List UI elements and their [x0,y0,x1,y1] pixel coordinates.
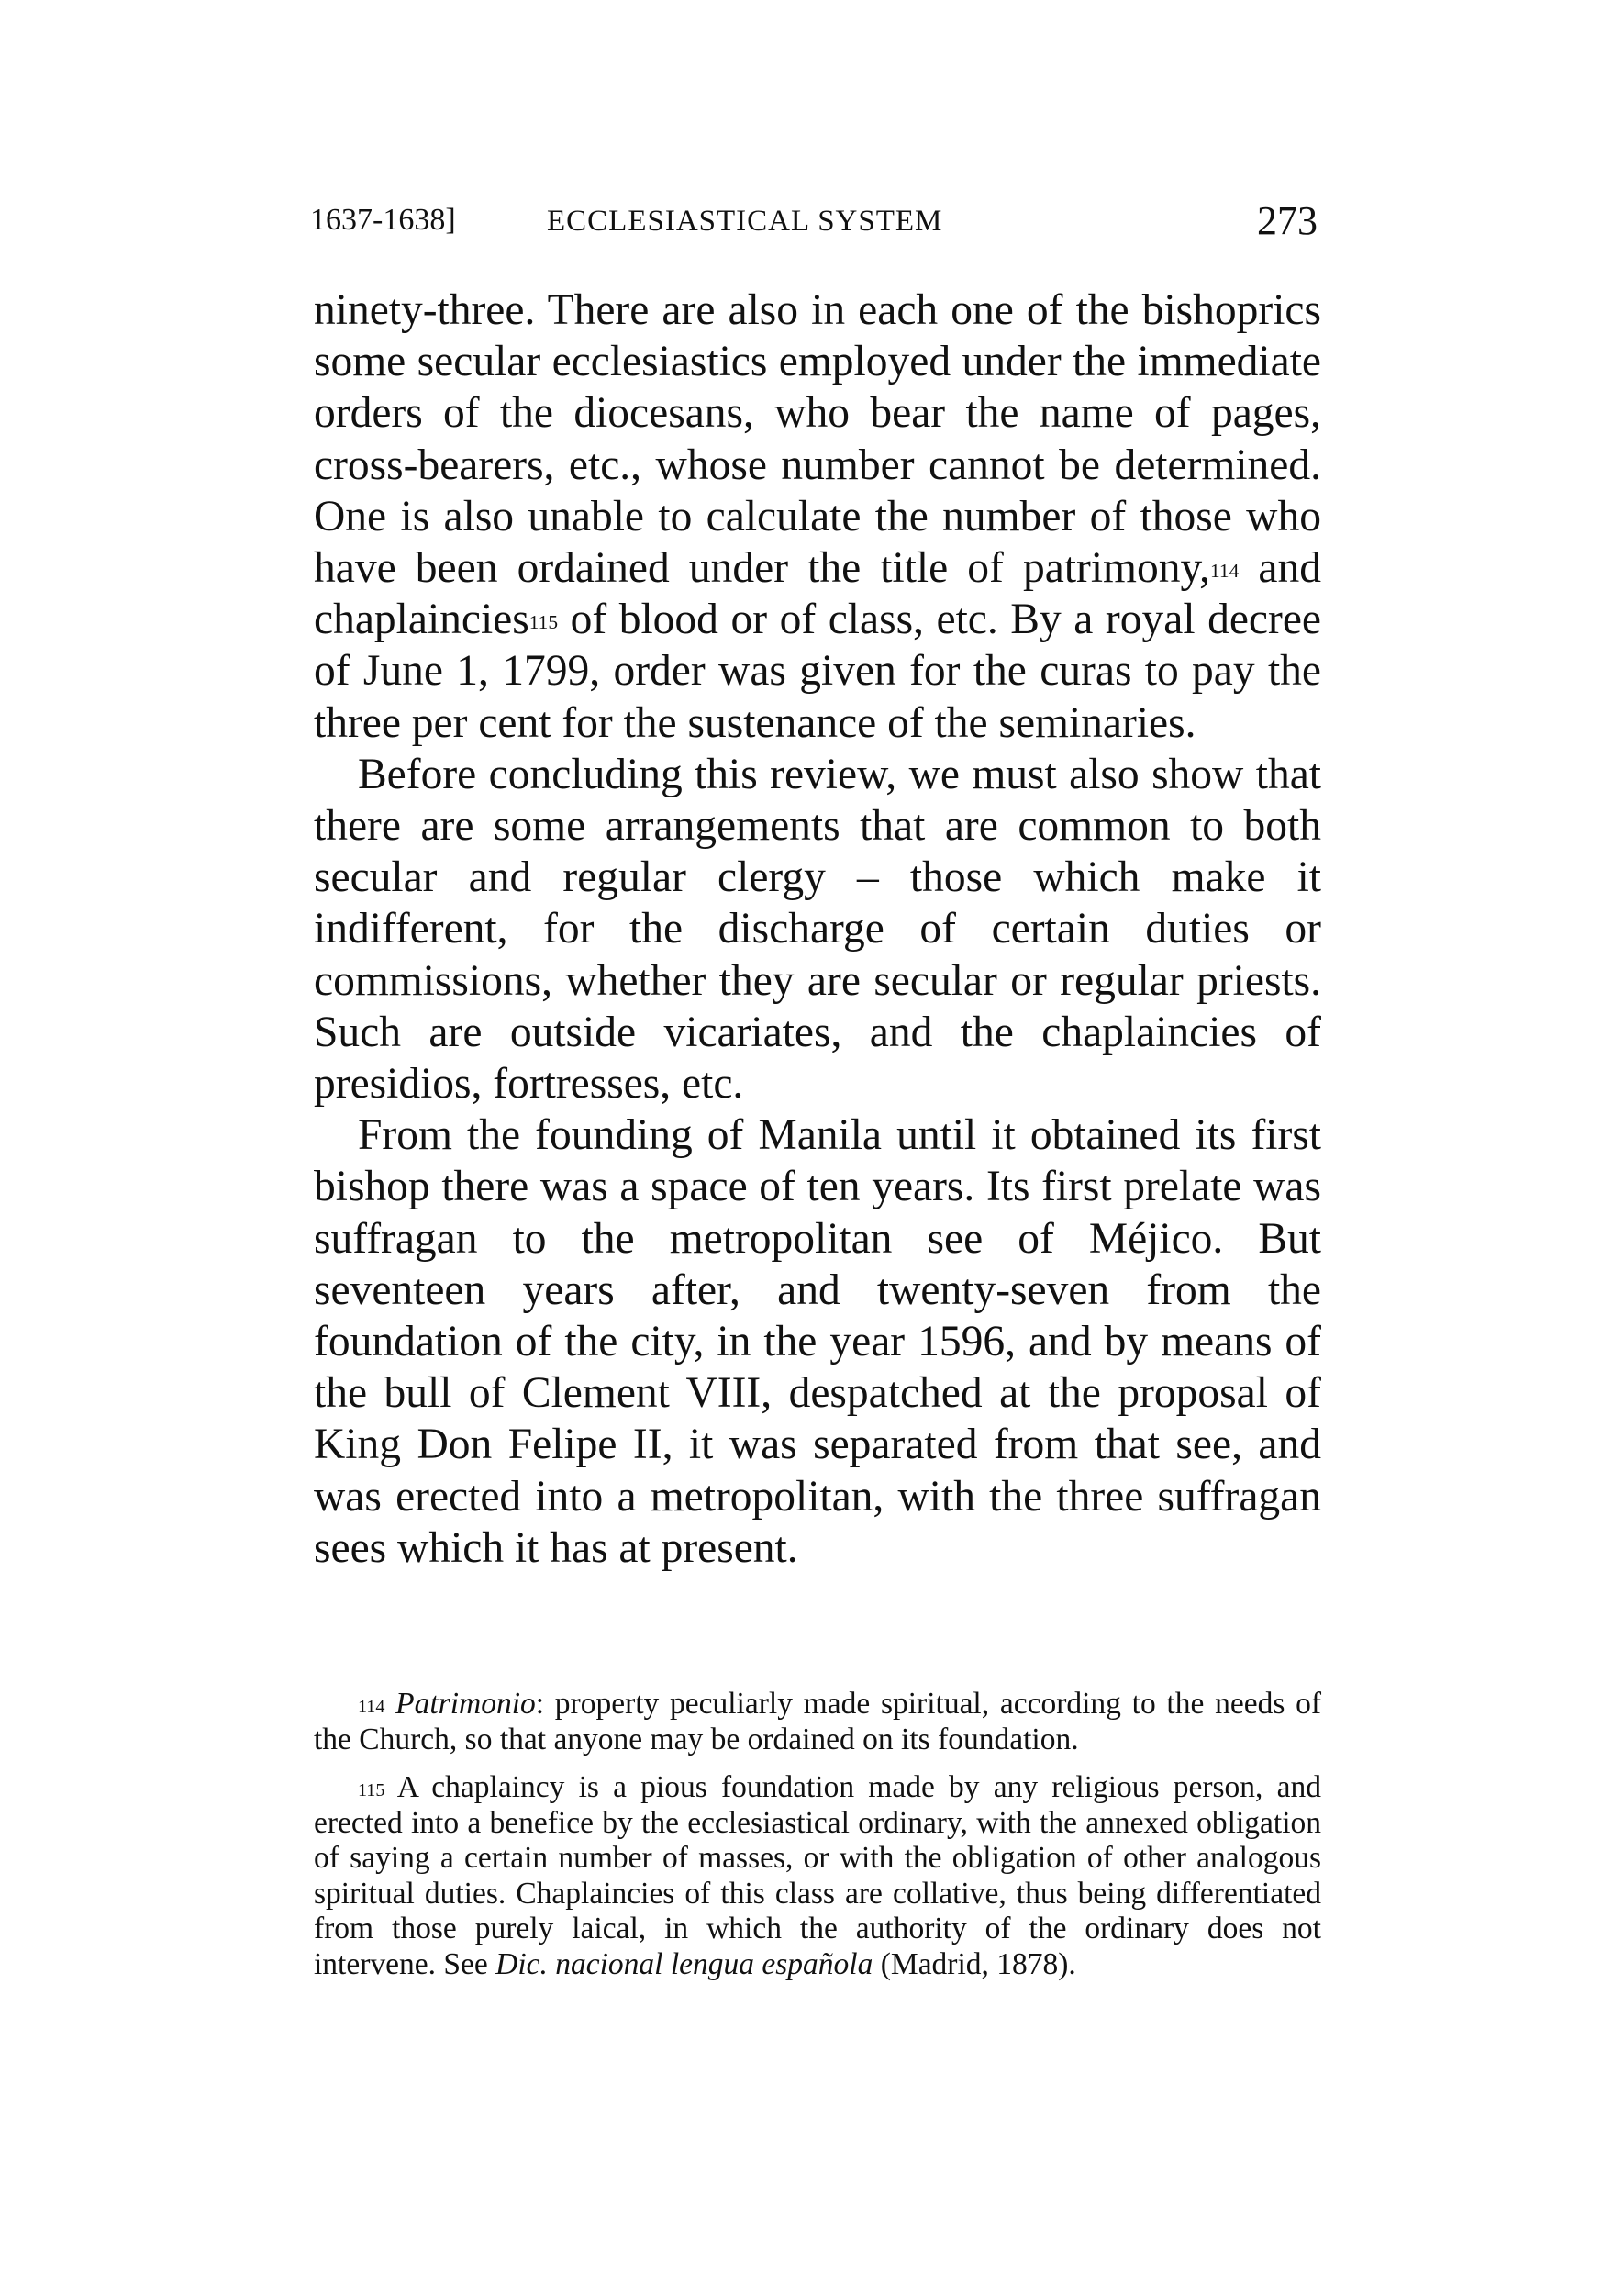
footnote-ref-115: 115 [528,611,558,634]
paragraph-1 [314,284,1321,749]
footnote-number: 114 [358,1697,385,1717]
paragraph-1-part-1: ninety-three. There are also in each one of the bishoprics some secular ecclesiastics employed under the immediate orders of the diocesans, who bear the name of pages, cross-bearers, etc., whose number cannot be determined. One is also unable to calculate the number of those who have been ordained under the title of patrimony, [314,286,1321,593]
footnote-term: Patrimonio [395,1687,536,1721]
header-title: ECCLESIASTICAL SYSTEM [547,205,943,238]
main-text [314,284,1321,1574]
paragraph-1-part-3: of blood or of class, etc. By a royal decree of June 1, 1799, order was given for the curas to pay the three per cent for the sustenance of the seminaries. [314,596,1321,747]
header-date-range: 1637-1638] [310,203,456,237]
footnote-114 [314,1687,1321,1757]
footnote-115 [314,1770,1321,1982]
footnote-text: A chaplaincy is a pious foundation made by any religious person, and erected into a benefice by the ecclesiastical ordinary, with the annexed obligation of saying a certain number of masses, or with the obligation of other analogous spiritual duties. Chaplaincies of this class are collative, thus being differentiated from those purely laical, in which the authority of the ordinary does not intervene. See [314,1770,1321,1981]
footnote-source-title: Dic. nacional lengua española [495,1946,873,1981]
footnotes [314,1687,1321,1995]
paragraph-1-part-2: and chaplaincies [314,544,1321,644]
paragraph-2: Before concluding this review, we must also show that there are some arrangements that are common to both secular and regular clergy – those which make it indifferent, for the discharge of certain duties or commissions, whether they are secular or regular priests. Such are outside vicariates, and the chaplaincies of presidios, fortresses, etc. [314,750,1321,1109]
footnote-text: : property peculiarly made spiritual, according to the needs of the Church, so that anyone may be ordained on its foundation. [314,1687,1321,1756]
running-header [310,197,1318,252]
page-number: 273 [1257,198,1318,243]
footnote-number: 115 [358,1780,385,1800]
paragraph-3: From the founding of Manila until it obtained its first bishop there was a space of ten years. Its first prelate was suffragan to the metropolitan see of Méjico. But seventeen years after, and twenty-seven from the foundation of the city, in the year 1596, and by means of the bull of Clement VIII, despatched at the proposal of King Don Felipe II, it was separated from that see, and was erected into a metropolitan, with the three suffragan sees which it has at present. [314,1111,1321,1572]
footnote-text-end: (Madrid, 1878). [873,1946,1076,1981]
footnote-ref-114: 114 [1210,560,1240,583]
